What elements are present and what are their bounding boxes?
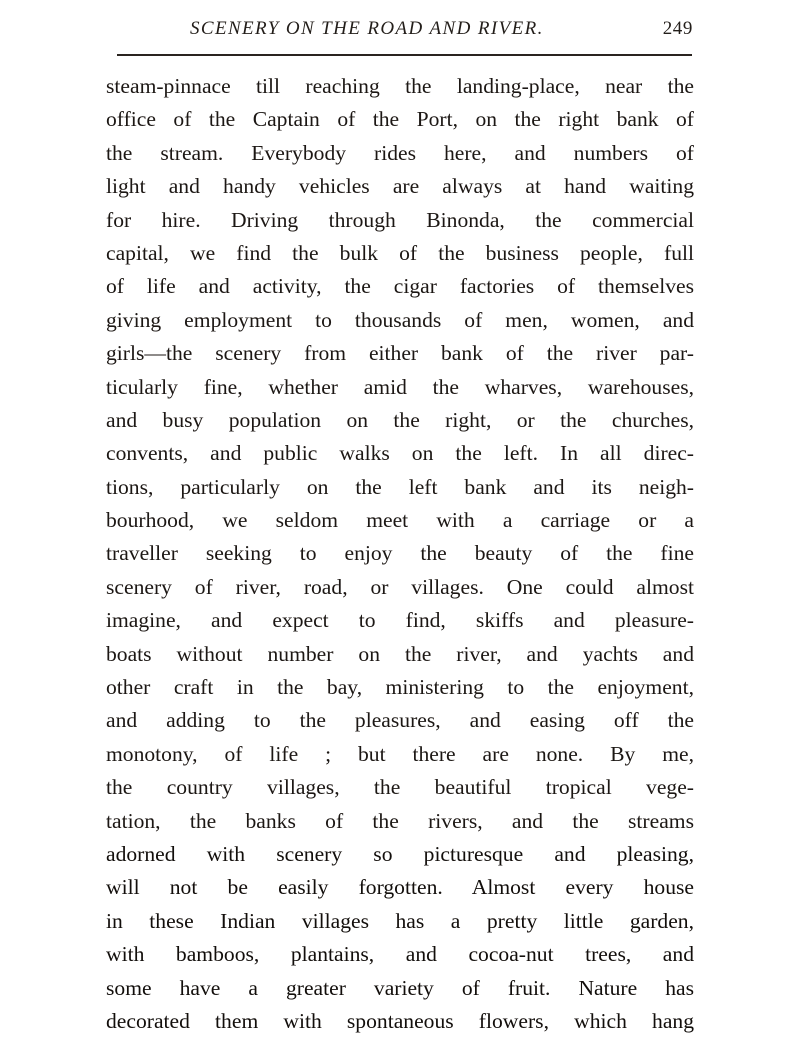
text-line: and adding to the pleasures, and easing off the [106, 708, 694, 733]
body-text [106, 70, 694, 1038]
text-line: steam-pinnace till reaching the landing-place, near the [106, 74, 694, 98]
text-line: monotony, of life ; but there are none. By me, [106, 741, 694, 766]
text-line: traveller seeking to enjoy the beauty of the fine [106, 541, 694, 566]
text-line: in these Indian villages has a pretty little garden, [106, 908, 694, 933]
running-header [110, 14, 695, 48]
text-line: convents, and public walks on the left. In all direc- [106, 441, 694, 466]
text-line: the country villages, the beautiful tropical vege- [106, 775, 694, 800]
text-line: giving employment to thousands of men, women, and [106, 307, 694, 332]
text-line: capital, we find the bulk of the business people, full [106, 240, 694, 265]
text-line: imagine, and expect to find, skiffs and pleasure- [106, 608, 694, 633]
text-line: other craft in the bay, ministering to the enjoyment, [106, 675, 694, 700]
text-line: decorated them with spontaneous flowers, which hang [106, 1008, 694, 1033]
text-line: light and handy vehicles are always at hand waiting [106, 174, 694, 199]
text-line: for hire. Driving through Binonda, the commercial [106, 207, 694, 232]
running-title: SCENERY ON THE ROAD AND RIVER. [190, 18, 544, 39]
text-line: scenery of river, road, or villages. One could almost [106, 574, 694, 599]
text-line: tation, the banks of the rivers, and the streams [106, 808, 694, 833]
text-line: adorned with scenery so picturesque and pleasing, [106, 841, 694, 866]
text-line: office of the Captain of the Port, on the right bank of [106, 107, 694, 132]
text-line: some have a greater variety of fruit. Nature has [106, 975, 694, 1000]
text-line: tions, particularly on the left bank and its neigh- [106, 474, 694, 499]
text-line: boats without number on the river, and yachts and [106, 641, 694, 666]
text-line: and busy population on the right, or the churches, [106, 407, 694, 432]
text-line: of life and activity, the cigar factories of themselves [106, 274, 694, 299]
text-line: ticularly fine, whether amid the wharves, warehouses, [106, 374, 694, 399]
page-number: 249 [662, 18, 693, 39]
text-line: with bamboos, plantains, and cocoa-nut trees, and [106, 942, 694, 967]
text-line: girls—the scenery from either bank of the river par- [106, 341, 694, 366]
text-line: the stream. Everybody rides here, and numbers of [106, 140, 694, 165]
text-line: will not be easily forgotten. Almost every house [106, 875, 694, 900]
text-line: bourhood, we seldom meet with a carriage or a [106, 508, 694, 533]
header-rule [117, 54, 692, 56]
